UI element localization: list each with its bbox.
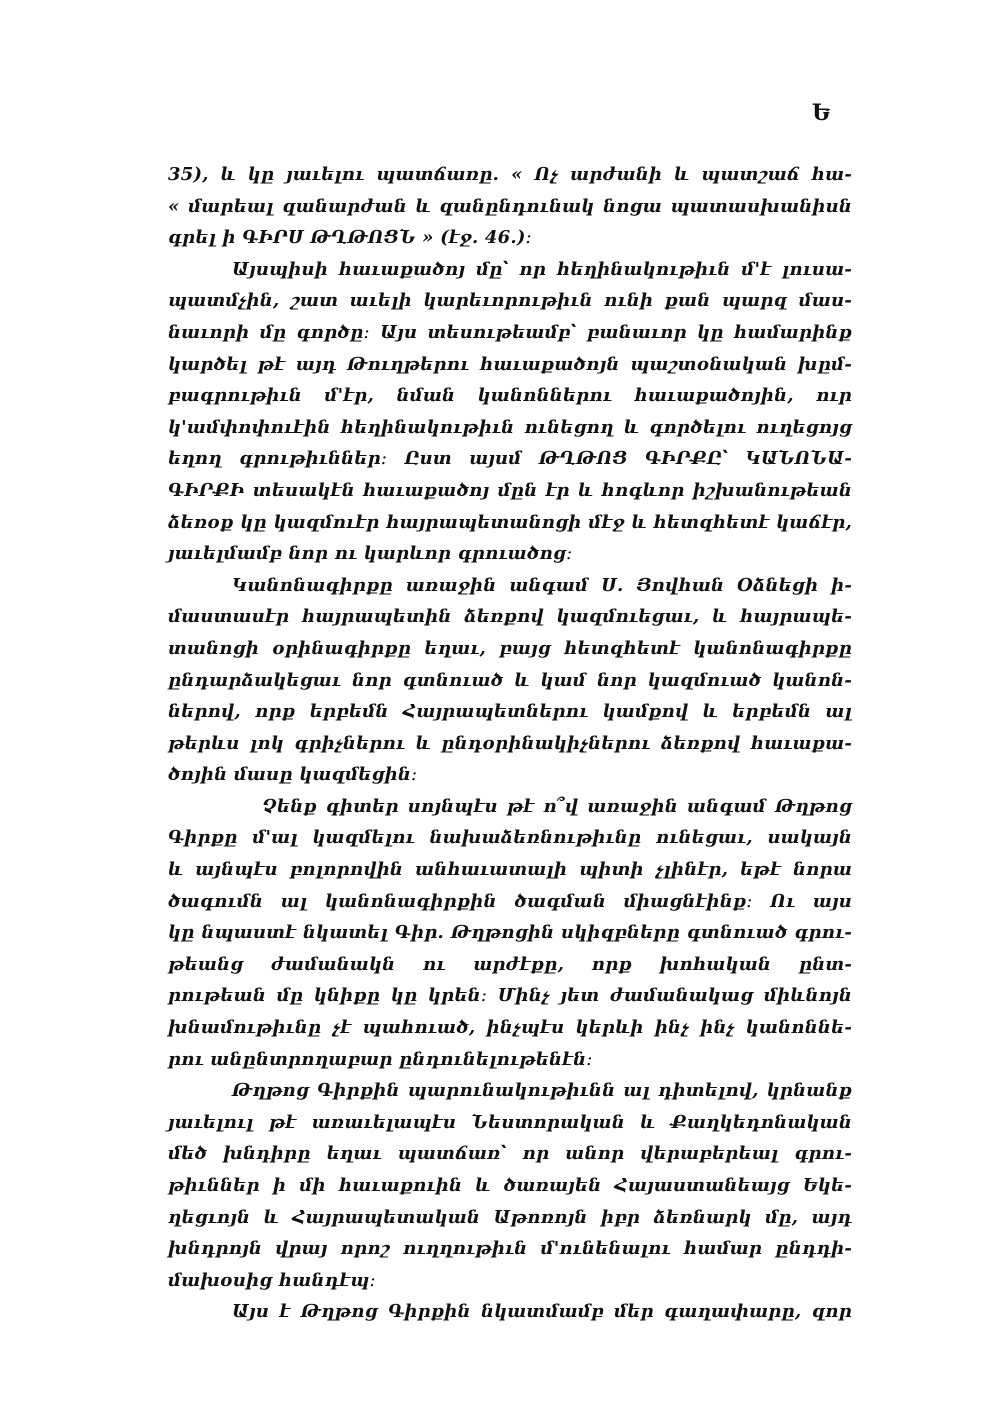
text-line: կ'ամփոփուէին հեղինակութիւն ունեցող և գործելու ուղեցոյց — [168, 416, 852, 438]
text-line: « մարեալ զանարժան և զանընդունակ նոցա պատասխանիսն — [168, 195, 852, 217]
text-line: Չենք գիտեր սոյնպէս թէ ո՞վ առաջին անգամ Թղթոց — [262, 795, 852, 817]
text-line: թեանց ժամանակն ու արժէքը, որք խոհական ընտ- — [168, 953, 852, 975]
text-line: մախօսից հանդէպ։ — [168, 1269, 376, 1291]
page-number: Ե — [812, 100, 831, 126]
text-line: խնամութիւնը չէ պահուած, ինչպէս կերևի ինչ ինչ կանոննե- — [168, 1017, 852, 1039]
paragraph-5 — [168, 1075, 852, 1296]
text-line: Կանոնագիրքը առաջին անգամ Ս. Յովհան Օձնեցի ի- — [232, 574, 852, 596]
text-line: յաւելմամբ նոր ու կարևոր գրուածոց։ — [168, 543, 573, 565]
text-line: ծագումն ալ կանոնագիրքին ծագման միացնէինք։ Ու այս — [168, 890, 852, 912]
paragraph-1 — [168, 159, 852, 254]
text-line: յաւելուլ թէ առաւելապէս Նեստորական և Քաղկեդոնական — [168, 1111, 852, 1133]
paragraph-6 — [168, 1296, 852, 1328]
text-line: մաստասէր հայրապետին ձեռքով կազմուեցաւ, և հայրապե- — [168, 606, 852, 628]
text-line: ձեռօք կը կազմուէր հայրապետանոցի մէջ և հետզհետէ կաճէր, — [168, 511, 852, 533]
paragraph-3 — [168, 570, 852, 791]
text-line: րութեան մը կնիքը կը կրեն։ Մինչ յետ ժամանակաց միևնոյն — [168, 985, 852, 1007]
text-line: Այս է Թղթոց Գիրքին նկատմամբ մեր գաղափարը, զոր — [232, 1301, 852, 1323]
text-line: կը նպաստէ նկատել Գիր. Թղթոցին սկիզբները գտնուած գրու- — [168, 922, 852, 944]
paragraph-2 — [168, 254, 852, 570]
text-line: տանոցի օրինագիրքը եղաւ, բայց հետզհետէ կանոնագիրքը — [168, 637, 852, 659]
text-line: և այնպէս բոլորովին անհաւատալի պիտի չլինէր, եթէ նորա — [168, 859, 852, 881]
text-line: ընդարձակեցաւ նոր գտնուած և կամ նոր կազմուած կանոն- — [168, 669, 852, 691]
paragraph-4 — [168, 791, 852, 1075]
text-line: Գիրքը մ'ալ կազմելու նախաձեռնութիւնը ունեցաւ, սակայն — [168, 827, 852, 849]
text-line: ծոյին մասը կազմեցին։ — [168, 764, 418, 786]
text-line: 35), և կը յաւելու պատճառը. « Ոչ արժանի և պատշաճ հա- — [168, 164, 852, 185]
text-line: ներով, որք երբեմն Հայրապետներու կամքով և երբեմն ալ — [168, 701, 852, 723]
text-line: պատմչին, շատ աւելի կարեւորութիւն ունի քան պարզ մաս- — [168, 290, 852, 312]
text-line: եղող գրութիւններ։ Ըստ այսմ ԹՂԹՈՑ ԳԻՐՔԸ՝ ԿԱՆՈՆԱ- — [168, 448, 852, 470]
body-text — [168, 159, 852, 1328]
text-line: ԳԻՐՔԻ տեսակէն հաւաքածոյ մըն էր և հոգևոր իշխանութեան — [168, 479, 852, 501]
text-line: Թղթոց Գիրքին պարունակութիւնն ալ դիտելով, կրնանք — [232, 1080, 852, 1102]
text-line: ղեցւոյն և Հայրապետական Աթոռոյն իբր ձեռնարկ մը, այդ — [168, 1206, 852, 1228]
text-line: նաւորի մը գործը։ Այս տեսութեամբ՝ բանաւոր կը համարինք — [168, 321, 852, 343]
text-line: Այսպիսի հաւաքածոյ մը՝ որ հեղինակութիւն մ'է լուսա- — [232, 258, 852, 280]
text-line: բագրութիւն մ'էր, նման կանոններու հաւաքածոյին, ուր — [168, 385, 852, 407]
text-line: րու անընտրողաբար ընդունելութենէն։ — [168, 1048, 593, 1070]
text-line: խնդրոյն վրայ որոշ ուղղութիւն մ'ունենալու համար ընդդի- — [168, 1238, 852, 1260]
text-line: մեծ խնդիրը եղաւ պատճառ՝ որ անոր վերաբերեալ գրու- — [168, 1143, 852, 1165]
text-line: կարծել թէ այդ Թուղթերու հաւաքածոյն պաշտօնական խըմ- — [168, 353, 852, 375]
text-line: թիւններ ի մի հաւաքուին և ծառայեն Հայաստանեայց Եկե- — [168, 1175, 852, 1196]
text-line: թերևս լոկ գրիչներու և ընդօրինակիչներու ձեռքով հաւաքա- — [168, 732, 852, 754]
text-line: գրել ի ԳԻՐՍ ԹՂԹՈՑՆ » (էջ. 46.)։ — [168, 227, 532, 249]
